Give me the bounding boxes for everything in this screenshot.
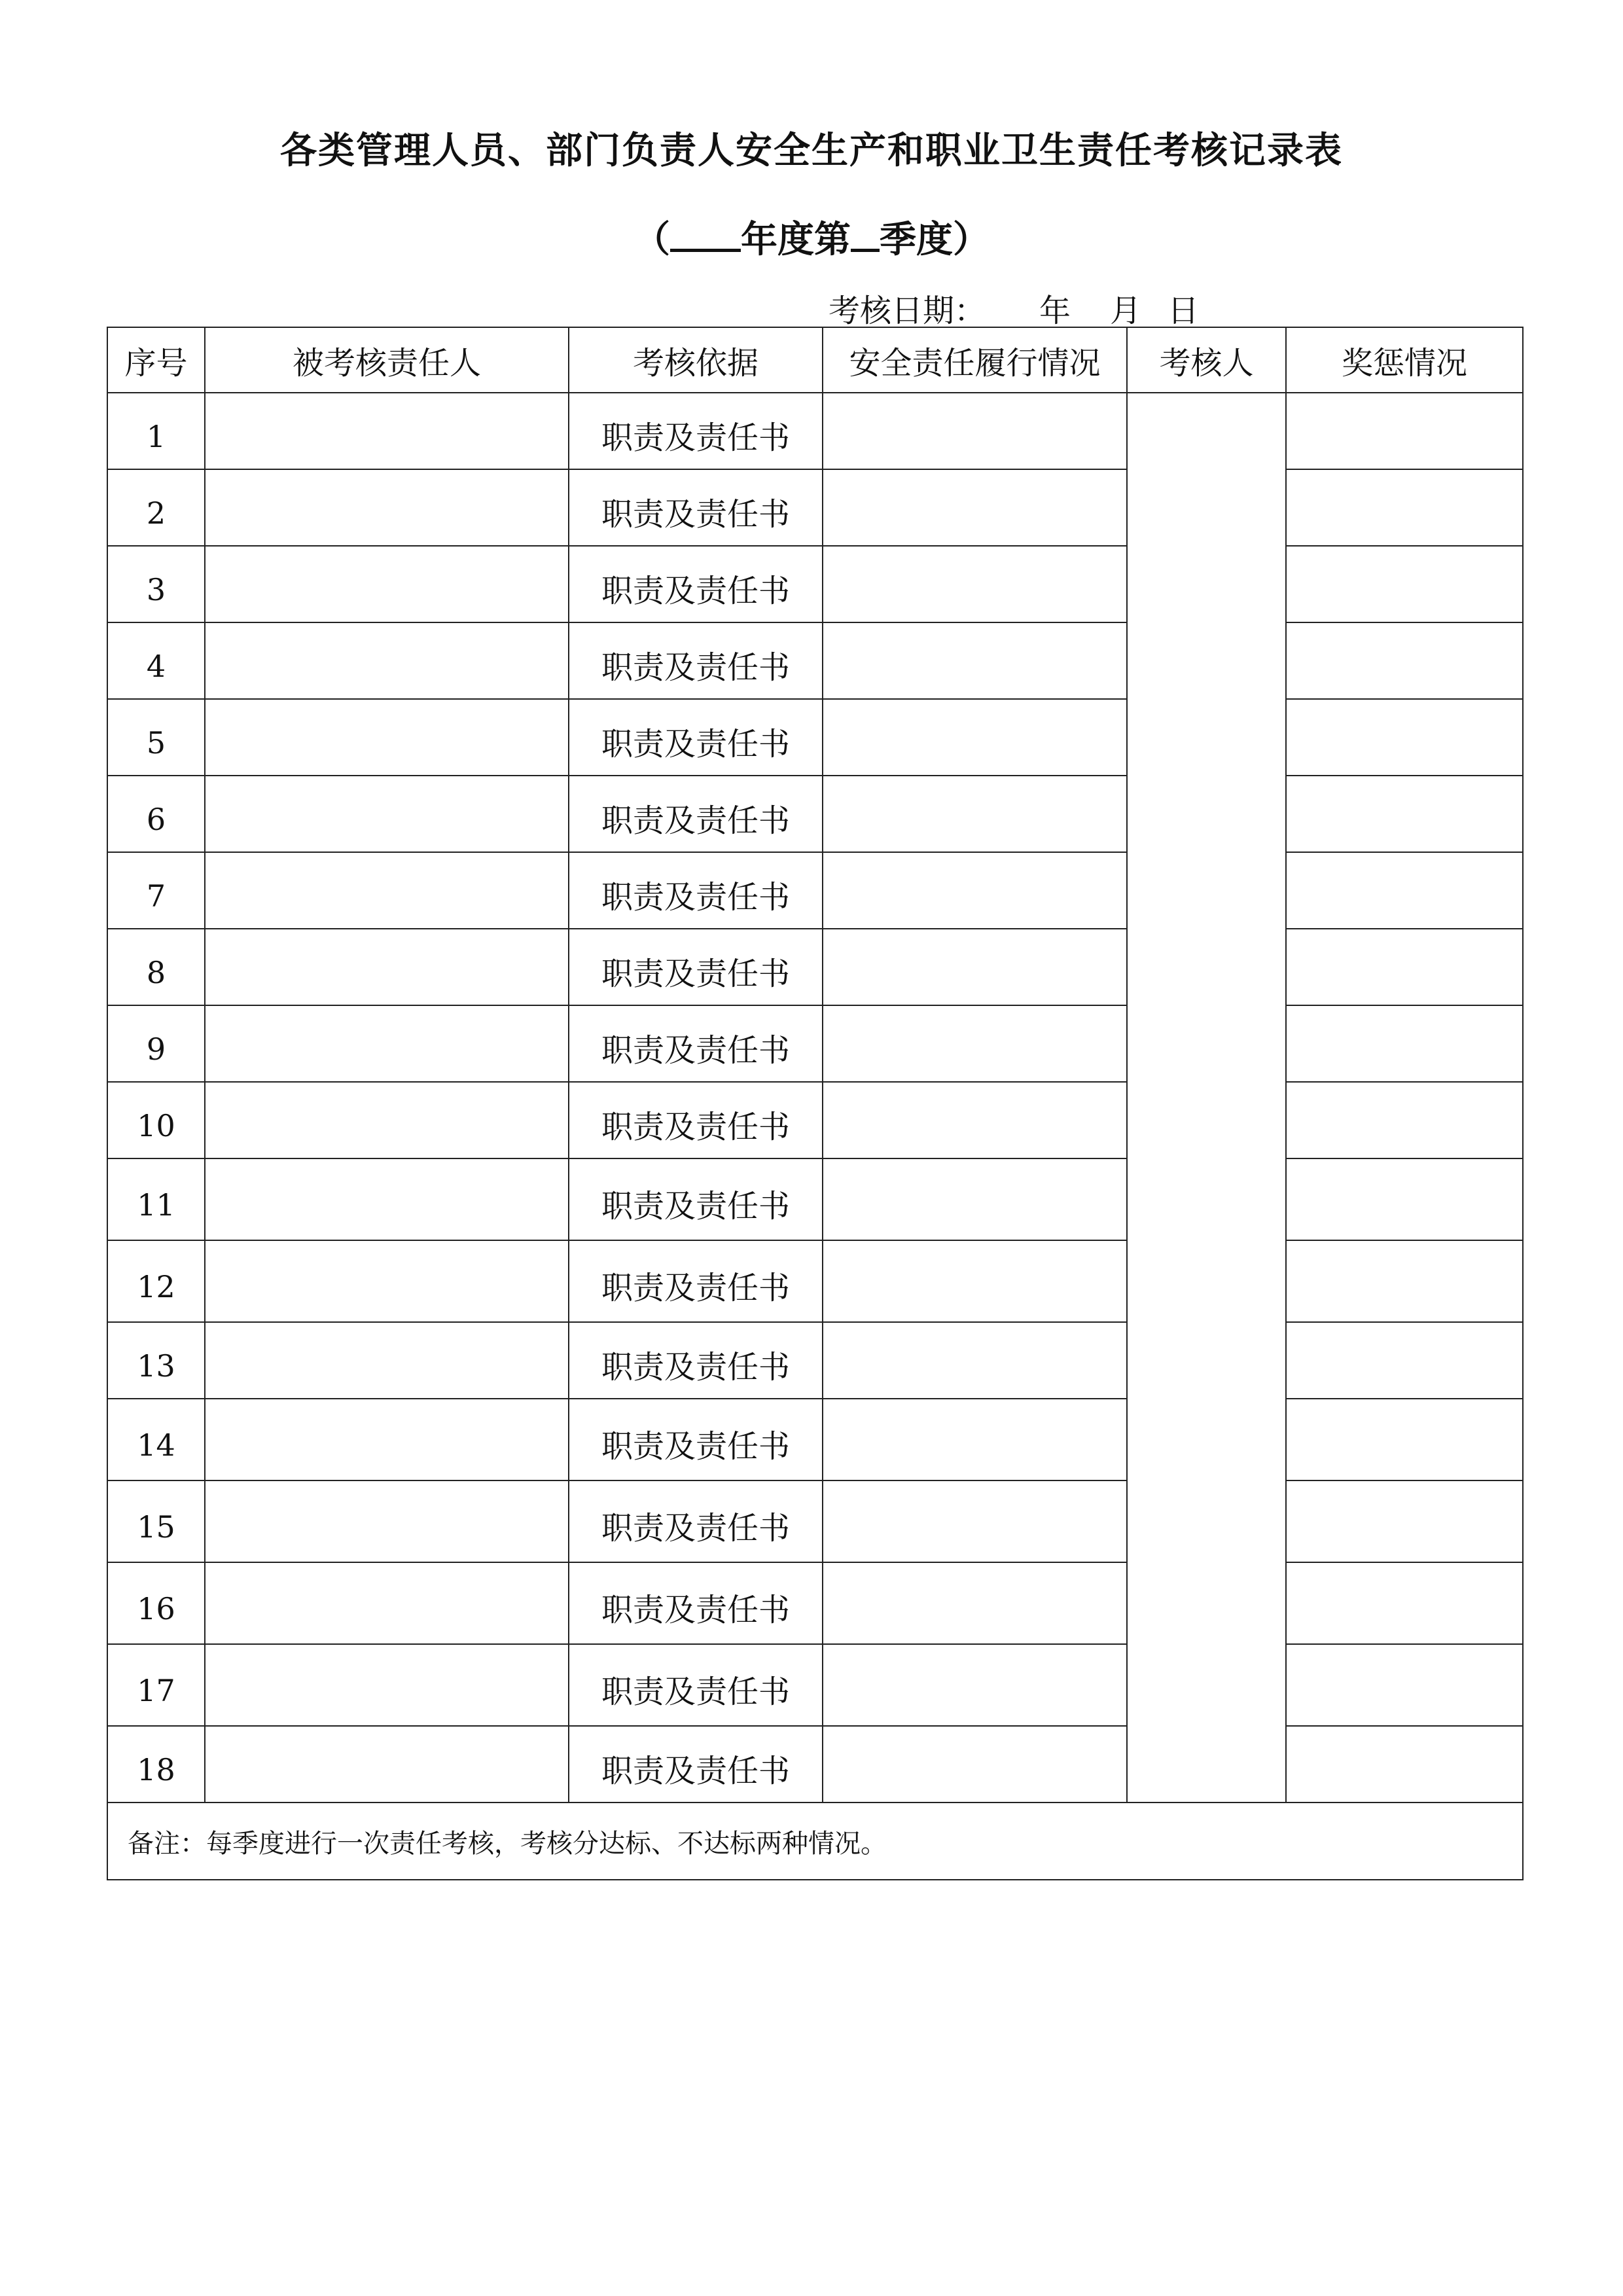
assessment-basis-cell: 职责及责任书 bbox=[569, 1158, 823, 1240]
rewards-penalties-cell[interactable] bbox=[1286, 1644, 1523, 1726]
table-row bbox=[107, 1082, 1523, 1158]
assessment-date-line bbox=[829, 285, 1199, 331]
table-row bbox=[107, 1562, 1523, 1644]
table-row bbox=[107, 1158, 1523, 1240]
assessment-basis-cell: 职责及责任书 bbox=[569, 776, 823, 852]
assessed-person-cell[interactable] bbox=[205, 929, 569, 1005]
assessed-person-cell[interactable] bbox=[205, 1480, 569, 1562]
quarter-blank[interactable] bbox=[851, 215, 880, 252]
rewards-penalties-cell[interactable] bbox=[1286, 622, 1523, 699]
row-number: 3 bbox=[107, 546, 205, 622]
subtitle-year-suffix: 年度第 bbox=[741, 218, 851, 261]
assessment-basis-cell: 职责及责任书 bbox=[569, 1082, 823, 1158]
assessment-basis-cell: 职责及责任书 bbox=[569, 1005, 823, 1082]
assessed-person-cell[interactable] bbox=[205, 1082, 569, 1158]
table-row bbox=[107, 546, 1523, 622]
safety-performance-cell[interactable] bbox=[823, 1082, 1127, 1158]
rewards-penalties-cell[interactable] bbox=[1286, 1399, 1523, 1480]
assessment-basis-cell: 职责及责任书 bbox=[569, 1562, 823, 1644]
assessment-basis-cell: 职责及责任书 bbox=[569, 1399, 823, 1480]
safety-performance-cell[interactable] bbox=[823, 699, 1127, 776]
row-number: 6 bbox=[107, 776, 205, 852]
header-serial-number: 序号 bbox=[107, 327, 205, 393]
table-row bbox=[107, 1644, 1523, 1726]
row-number: 2 bbox=[107, 469, 205, 546]
header-assessor: 考核人 bbox=[1127, 327, 1286, 393]
row-number: 1 bbox=[107, 393, 205, 469]
rewards-penalties-cell[interactable] bbox=[1286, 699, 1523, 776]
assessed-person-cell[interactable] bbox=[205, 622, 569, 699]
safety-performance-cell[interactable] bbox=[823, 929, 1127, 1005]
table-note-row bbox=[107, 1803, 1523, 1880]
assessed-person-cell[interactable] bbox=[205, 1240, 569, 1322]
row-number: 11 bbox=[107, 1158, 205, 1240]
table-row bbox=[107, 852, 1523, 929]
subtitle-open-paren: （ bbox=[633, 218, 670, 261]
assessed-person-cell[interactable] bbox=[205, 393, 569, 469]
safety-performance-cell[interactable] bbox=[823, 1480, 1127, 1562]
assessment-record-table bbox=[107, 327, 1524, 1880]
table-row bbox=[107, 1726, 1523, 1803]
table-row bbox=[107, 622, 1523, 699]
table-row bbox=[107, 929, 1523, 1005]
row-number: 7 bbox=[107, 852, 205, 929]
assessed-person-cell[interactable] bbox=[205, 546, 569, 622]
year-label: 年 bbox=[1039, 293, 1071, 329]
assessed-person-cell[interactable] bbox=[205, 469, 569, 546]
table-row bbox=[107, 1480, 1523, 1562]
row-number: 18 bbox=[107, 1726, 205, 1803]
month-label: 月 bbox=[1110, 293, 1142, 329]
safety-performance-cell[interactable] bbox=[823, 1644, 1127, 1726]
table-row bbox=[107, 1240, 1523, 1322]
assessment-basis-cell: 职责及责任书 bbox=[569, 699, 823, 776]
rewards-penalties-cell[interactable] bbox=[1286, 1322, 1523, 1399]
safety-performance-cell[interactable] bbox=[823, 469, 1127, 546]
header-assessment-basis: 考核依据 bbox=[569, 327, 823, 393]
rewards-penalties-cell[interactable] bbox=[1286, 929, 1523, 1005]
safety-performance-cell[interactable] bbox=[823, 1158, 1127, 1240]
assessment-basis-cell: 职责及责任书 bbox=[569, 469, 823, 546]
row-number: 17 bbox=[107, 1644, 205, 1726]
assessed-person-cell[interactable] bbox=[205, 852, 569, 929]
row-number: 12 bbox=[107, 1240, 205, 1322]
row-number: 5 bbox=[107, 699, 205, 776]
safety-performance-cell[interactable] bbox=[823, 546, 1127, 622]
assessed-person-cell[interactable] bbox=[205, 1726, 569, 1803]
table-row bbox=[107, 1005, 1523, 1082]
header-assessed-person: 被考核责任人 bbox=[205, 327, 569, 393]
safety-performance-cell[interactable] bbox=[823, 1322, 1127, 1399]
assessment-basis-cell: 职责及责任书 bbox=[569, 1240, 823, 1322]
table-row bbox=[107, 393, 1523, 469]
rewards-penalties-cell[interactable] bbox=[1286, 546, 1523, 622]
assessor-merged-cell[interactable] bbox=[1127, 393, 1286, 1803]
period-subtitle bbox=[0, 211, 1623, 263]
rewards-penalties-cell[interactable] bbox=[1286, 393, 1523, 469]
row-number: 9 bbox=[107, 1005, 205, 1082]
rewards-penalties-cell[interactable] bbox=[1286, 1240, 1523, 1322]
assessment-basis-cell: 职责及责任书 bbox=[569, 1726, 823, 1803]
assessed-person-cell[interactable] bbox=[205, 1158, 569, 1240]
assessed-person-cell[interactable] bbox=[205, 1005, 569, 1082]
assessed-person-cell[interactable] bbox=[205, 1322, 569, 1399]
year-blank[interactable] bbox=[670, 215, 741, 252]
rewards-penalties-cell[interactable] bbox=[1286, 1005, 1523, 1082]
table-row bbox=[107, 699, 1523, 776]
row-number: 10 bbox=[107, 1082, 205, 1158]
day-label: 日 bbox=[1168, 293, 1200, 329]
subtitle-quarter-suffix: 季度） bbox=[880, 218, 990, 261]
table-row bbox=[107, 776, 1523, 852]
safety-performance-cell[interactable] bbox=[823, 1399, 1127, 1480]
assessment-basis-cell: 职责及责任书 bbox=[569, 852, 823, 929]
rewards-penalties-cell[interactable] bbox=[1286, 1158, 1523, 1240]
header-rewards-penalties: 奖惩情况 bbox=[1286, 327, 1523, 393]
assessment-basis-cell: 职责及责任书 bbox=[569, 622, 823, 699]
safety-performance-cell[interactable] bbox=[823, 1562, 1127, 1644]
safety-performance-cell[interactable] bbox=[823, 1240, 1127, 1322]
safety-performance-cell[interactable] bbox=[823, 393, 1127, 469]
row-number: 4 bbox=[107, 622, 205, 699]
assessed-person-cell[interactable] bbox=[205, 776, 569, 852]
assessed-person-cell[interactable] bbox=[205, 1399, 569, 1480]
table-header-row bbox=[107, 327, 1523, 393]
safety-performance-cell[interactable] bbox=[823, 1726, 1127, 1803]
table-row bbox=[107, 1322, 1523, 1399]
row-number: 8 bbox=[107, 929, 205, 1005]
header-safety-performance: 安全责任履行情况 bbox=[823, 327, 1127, 393]
row-number: 15 bbox=[107, 1480, 205, 1562]
assessment-basis-cell: 职责及责任书 bbox=[569, 1644, 823, 1726]
row-number: 16 bbox=[107, 1562, 205, 1644]
assessment-basis-cell: 职责及责任书 bbox=[569, 929, 823, 1005]
rewards-penalties-cell[interactable] bbox=[1286, 852, 1523, 929]
assessment-basis-cell: 职责及责任书 bbox=[569, 393, 823, 469]
safety-performance-cell[interactable] bbox=[823, 852, 1127, 929]
rewards-penalties-cell[interactable] bbox=[1286, 1480, 1523, 1562]
row-number: 14 bbox=[107, 1399, 205, 1480]
assessment-basis-cell: 职责及责任书 bbox=[569, 546, 823, 622]
assessment-date-label: 考核日期： bbox=[829, 293, 986, 329]
assessed-person-cell[interactable] bbox=[205, 1562, 569, 1644]
assessment-basis-cell: 职责及责任书 bbox=[569, 1322, 823, 1399]
assessment-basis-cell: 职责及责任书 bbox=[569, 1480, 823, 1562]
safety-performance-cell[interactable] bbox=[823, 776, 1127, 852]
rewards-penalties-cell[interactable] bbox=[1286, 469, 1523, 546]
safety-performance-cell[interactable] bbox=[823, 622, 1127, 699]
document-title: 各类管理人员、部门负责人安全生产和职业卫生责任考核记录表 bbox=[280, 129, 1343, 172]
rewards-penalties-cell[interactable] bbox=[1286, 1562, 1523, 1644]
rewards-penalties-cell[interactable] bbox=[1286, 1726, 1523, 1803]
remarks-note: 备注：每季度进行一次责任考核，考核分达标、不达标两种情况。 bbox=[107, 1803, 1523, 1880]
row-number: 13 bbox=[107, 1322, 205, 1399]
safety-performance-cell[interactable] bbox=[823, 1005, 1127, 1082]
assessed-person-cell[interactable] bbox=[205, 699, 569, 776]
assessed-person-cell[interactable] bbox=[205, 1644, 569, 1726]
table-row bbox=[107, 469, 1523, 546]
table-row bbox=[107, 1399, 1523, 1480]
rewards-penalties-cell[interactable] bbox=[1286, 776, 1523, 852]
rewards-penalties-cell[interactable] bbox=[1286, 1082, 1523, 1158]
